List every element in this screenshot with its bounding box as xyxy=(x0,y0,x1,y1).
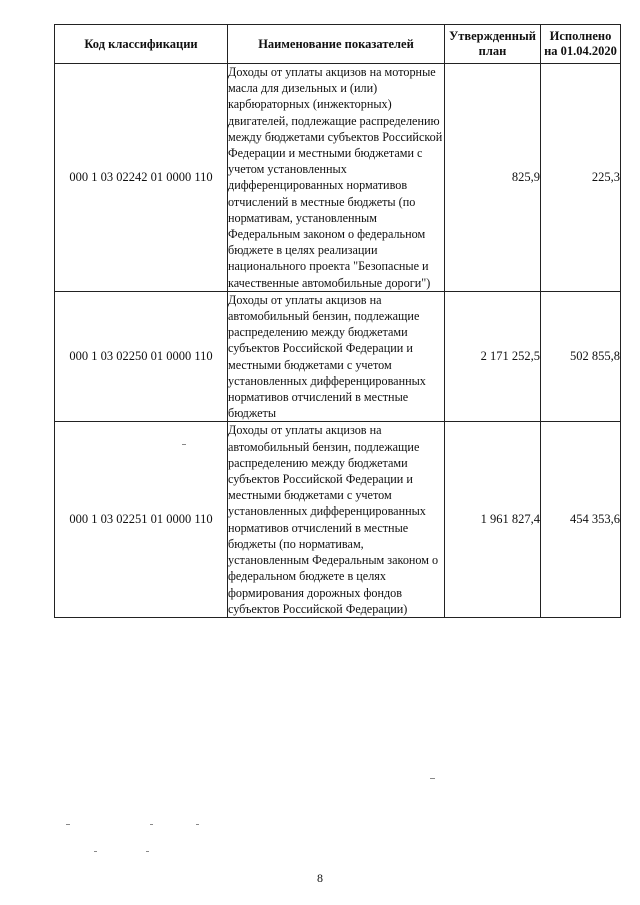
table-header-row xyxy=(55,25,621,64)
header-indicator-name: Наименование показателей xyxy=(228,25,445,64)
page-number: 8 xyxy=(317,871,323,885)
executed-value: 225,3 xyxy=(541,64,621,292)
table-row xyxy=(55,64,621,292)
executed-value: 502 855,8 xyxy=(541,291,621,422)
table-row xyxy=(55,422,621,617)
header-executed-line1: Исполнено xyxy=(549,29,612,43)
scan-speck xyxy=(150,824,153,825)
scan-speck xyxy=(430,778,435,779)
classification-code: 000 1 03 02242 01 0000 110 xyxy=(55,64,228,292)
scan-speck xyxy=(146,851,149,852)
scan-speck xyxy=(196,824,199,825)
scan-speck xyxy=(66,824,70,825)
executed-value: 454 353,6 xyxy=(541,422,621,617)
header-approved-plan-line2: план xyxy=(478,44,507,58)
header-classification-code: Код классификации xyxy=(55,25,228,64)
classification-code: 000 1 03 02250 01 0000 110 xyxy=(55,291,228,422)
indicator-name: Доходы от уплаты акцизов на автомобильный бензин, подлежащие распределению между бюджетами субъектов Российской Федерации и местными бюджетами с учетом установленных дифференцированных нормативов отчислений в местные бюджеты (по нормативам, установленным Федеральным законом о федеральном бюджете в целях формирования дорожных фондов субъектов Российской Федерации) xyxy=(228,422,445,617)
scan-speck xyxy=(94,851,97,852)
classification-code: 000 1 03 02251 01 0000 110 xyxy=(55,422,228,617)
approved-plan-value: 1 961 827,4 xyxy=(445,422,541,617)
header-executed xyxy=(541,25,621,64)
budget-revenue-table xyxy=(54,24,621,618)
approved-plan-value: 2 171 252,5 xyxy=(445,291,541,422)
indicator-name: Доходы от уплаты акцизов на моторные масла для дизельных и (или) карбюраторных (инжекторных) двигателей, подлежащие распределению между бюджетами субъектов Российской Федерации и местными бюджетами с учетом установленных дифференцированных нормативов отчислений в местные бюджеты (по нормативам, установленным Федеральным законом о федеральном бюджете в целях реализации национального проекта "Безопасные и качественные автомобильные дороги") xyxy=(228,64,445,292)
table-row xyxy=(55,291,621,422)
indicator-name: Доходы от уплаты акцизов на автомобильный бензин, подлежащие распределению между бюджетами субъектов Российской Федерации и местными бюджетами с учетом установленных дифференцированных нормативов отчислений в местные бюджеты xyxy=(228,291,445,422)
header-executed-line2: на 01.04.2020 xyxy=(544,44,617,58)
header-approved-plan xyxy=(445,25,541,64)
approved-plan-value: 825,9 xyxy=(445,64,541,292)
header-approved-plan-line1: Утвержденный xyxy=(449,29,536,43)
scan-speck xyxy=(182,444,186,445)
